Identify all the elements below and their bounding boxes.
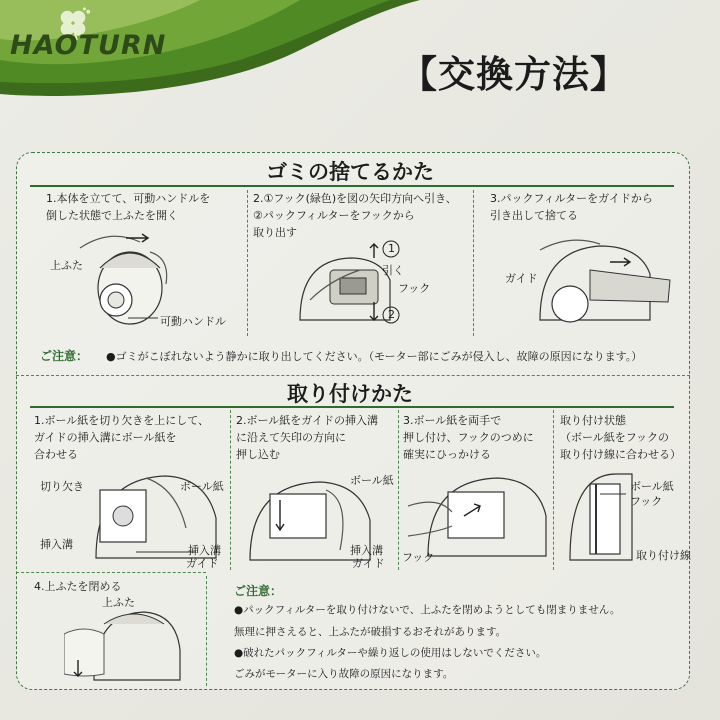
label-guide: ガイド [505, 272, 538, 285]
column-divider [553, 410, 555, 570]
label-slot: 挿入溝 [188, 544, 221, 557]
label-handle: 可動ハンドル [160, 315, 226, 328]
install-step-4-text: 4.上ふたを閉める [34, 580, 122, 593]
section-rule [30, 185, 674, 187]
label-install-line: 取り付け線 [636, 549, 691, 562]
install-step-4-illustration [64, 604, 184, 684]
column-divider [398, 410, 400, 570]
install-step-2-text: 2.ボール紙をガイドの挿入溝 に沿えて矢印の方向に 押し込む [236, 414, 378, 461]
label-number-2: 2 [388, 308, 395, 321]
step-divider [16, 572, 206, 574]
section-title-install: 取り付けかた [287, 382, 413, 406]
disposal-step-3-text: 3.パックフィルターをガイドから 引き出して捨てる [490, 192, 653, 222]
disposal-step-2-text: 2.①フック(緑色)を図の矢印方向へ引き、 ②パックフィルターをフックから 取り出す [253, 192, 457, 239]
caution-note: 無理に押さえると、上ふたが破損するおそれがあります。 [234, 626, 507, 638]
label-guide: ガイド [186, 557, 219, 570]
label-lid: 上ふた [102, 596, 135, 609]
label-slot: 挿入溝 [350, 544, 383, 557]
caution-note: ●破れたパックフィルターや繰り返しの使用はしないでください。 [234, 647, 547, 659]
label-hook: フック [398, 282, 431, 295]
installed-state-text: 取り付け状態 （ボール紙をフックの 取り付け線に合わせる） [560, 414, 681, 461]
page-title: 【交換方法】 [400, 53, 628, 96]
label-hook: フック [630, 495, 663, 508]
column-divider [473, 190, 475, 336]
label-number-1: 1 [388, 242, 395, 255]
section-rule [30, 406, 674, 408]
label-notch: 切り欠き [40, 480, 84, 493]
label-cardboard: ボール紙 [180, 480, 224, 493]
label-pull: 引く [382, 264, 404, 277]
brand-logo: HAOTURN [10, 30, 167, 61]
install-step-1-text: 1.ボール紙を切り欠きを上にして、 ガイドの挿入溝にボール紙を 合わせる [34, 414, 210, 461]
section-title-disposal: ゴミの捨てるかた [266, 160, 434, 184]
label-hook: フック [402, 551, 435, 564]
caution-text: ●ゴミがこぼれないよう静かに取り出してください。（モーター部にごみが侵入し、故障の原因になります。） [106, 350, 643, 363]
disposal-step-3-illustration [530, 230, 680, 336]
disposal-step-1-text: 1.本体を立てて、可動ハンドルを 倒した状態で上ふたを開く [46, 192, 211, 222]
caution-heading: ご注意： [234, 584, 283, 598]
column-divider [247, 190, 249, 336]
label-guide: ガイド [352, 557, 385, 570]
section-divider [16, 375, 690, 377]
label-cardboard: ボール紙 [350, 474, 394, 487]
column-divider [230, 410, 232, 570]
column-divider [206, 576, 208, 686]
label-slot-left: 挿入溝 [40, 538, 73, 551]
caution-heading: ご注意： [40, 349, 89, 363]
caution-note: ●パックフィルターを取り付けないで、上ふたを閉めようとしても閉まりません。 [234, 604, 621, 616]
installed-state-illustration [566, 470, 636, 566]
label-cardboard: ボール紙 [630, 480, 674, 493]
caution-note: ごみがモーターに入り故障の原因になります。 [234, 668, 454, 680]
label-lid: 上ふた [50, 259, 83, 272]
install-step-3-text: 3.ボール紙を両手で 押し付け、フックのつめに 確実にひっかける [403, 414, 534, 461]
